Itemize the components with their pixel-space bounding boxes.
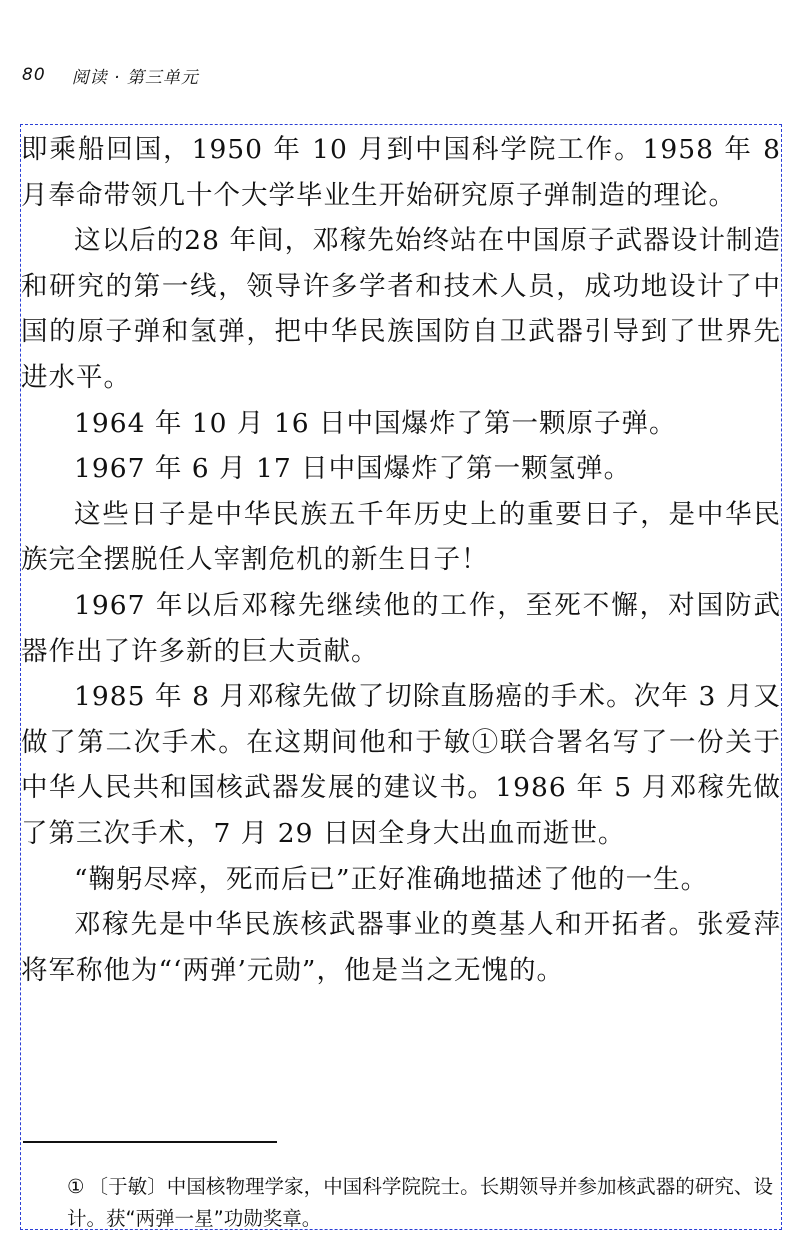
paragraph-5: 这些日子是中华民族五千年历史上的重要日子，是中华民族完全摆脱任人宰割危机的新生日子！ [21, 498, 781, 576]
paragraph-2: 这以后的28 年间，邓稼先始终站在中国原子武器设计制造和研究的第一线，领导许多学者和技术人员，成功地设计了中国的原子弹和氢弹，把中华民族国防自卫武器引导到了世界先进水平。 [21, 225, 781, 393]
footnote-divider [23, 1141, 277, 1143]
paragraph-3: 1964 年 10 月 16 日中国爆炸了第一颗原子弹。 [74, 407, 677, 439]
content-frame [20, 124, 782, 1230]
paragraph-1: 即乘船回国，1950 年 10 月到中国科学院工作。1958 年 8 月奉命带领几十个大学毕业生开始研究原子弹制造的理论。 [21, 134, 781, 211]
paragraph-9: 邓稼先是中华民族核武器事业的奠基人和开拓者。张爱萍将军称他为“‘两弹’元勋”，他是当之无愧的。 [21, 909, 781, 986]
footnote-reference-marker[interactable]: ① [471, 726, 500, 758]
paragraph-8: “鞠躬尽瘁，死而后已”正好准确地描述了他的一生。 [74, 863, 709, 895]
paragraph-7 [21, 674, 781, 856]
paragraph-7-end: 联合署名写了一份关于中华人民共和国核武器发展的建议书。1986 年 5 月邓稼先做了第三次手术，7 月 29 日因全身大出血而逝世。 [21, 726, 782, 849]
paragraph-7-start: 1985 年 8 月邓稼先做了切除直肠癌的手术。次年 3 月又做了第二次手术。在这期间他和于敏 [21, 681, 781, 758]
footnote-marker: ① [67, 1175, 85, 1198]
paragraph-6: 1967 年以后邓稼先继续他的工作，至死不懈，对国防武器作出了许多新的巨大贡献。 [21, 589, 781, 667]
body-text [21, 127, 781, 993]
page-number: 80 [22, 65, 46, 85]
footnote [67, 1171, 773, 1230]
page-header [22, 62, 199, 88]
section-title: 阅读 · 第三单元 [71, 67, 199, 88]
footnote-text: 〔于敏〕中国核物理学家，中国科学院院士。长期领导并参加核武器的研究、设计。获“两弹一星”功勋奖章。 [67, 1175, 773, 1230]
paragraph-4: 1967 年 6 月 17 日中国爆炸了第一颗氢弹。 [74, 453, 632, 485]
